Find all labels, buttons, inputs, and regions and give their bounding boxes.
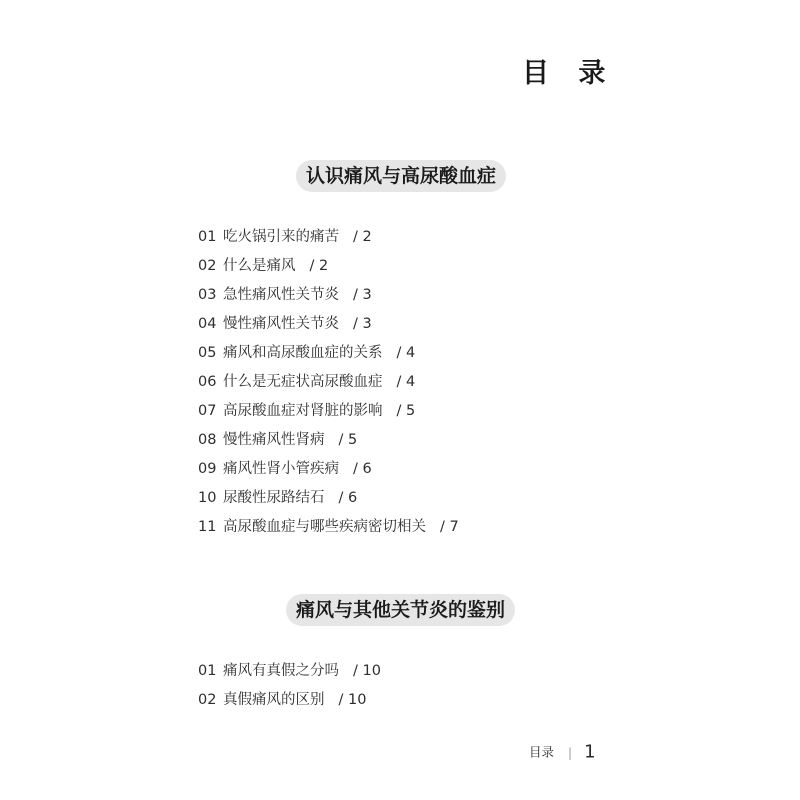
section-heading-label: 认识痛风与高尿酸血症 xyxy=(296,160,506,192)
toc-entry-title: 痛风和高尿酸血症的关系 xyxy=(223,345,383,361)
toc-entry[interactable] xyxy=(198,339,459,368)
section-heading-2 xyxy=(0,594,800,626)
toc-entry-number: 08 xyxy=(198,432,217,448)
toc-entry-page: / 4 xyxy=(396,345,416,361)
footer-separator: | xyxy=(568,745,573,760)
toc-entry-number: 03 xyxy=(198,287,217,303)
toc-entry[interactable] xyxy=(198,223,459,252)
footer-label: 目录 xyxy=(529,744,555,760)
toc-entry-page: / 7 xyxy=(440,519,459,535)
toc-entry-title: 痛风有真假之分吗 xyxy=(223,663,339,679)
toc-entry-number: 09 xyxy=(198,461,217,477)
toc-entry-title: 真假痛风的区别 xyxy=(223,692,325,708)
page-number: 1 xyxy=(584,741,596,763)
toc-entry-number: 06 xyxy=(198,374,217,390)
toc-entry-title: 急性痛风性关节炎 xyxy=(223,287,339,303)
toc-entry-title: 什么是痛风 xyxy=(223,258,296,274)
toc-entry-page: / 2 xyxy=(309,258,329,274)
toc-entry-number: 01 xyxy=(198,229,217,245)
toc-entry-page: / 3 xyxy=(353,316,372,332)
toc-entry[interactable] xyxy=(198,397,459,426)
toc-list-section-2 xyxy=(198,657,381,715)
toc-entry[interactable] xyxy=(198,455,459,484)
toc-entry-number: 11 xyxy=(198,519,217,535)
toc-entry-page: / 10 xyxy=(338,692,367,708)
toc-entry-title: 慢性痛风性关节炎 xyxy=(223,316,339,332)
toc-entry-number: 05 xyxy=(198,345,217,361)
toc-entry-title: 吃火锅引来的痛苦 xyxy=(223,229,339,245)
toc-entry[interactable] xyxy=(198,252,459,281)
toc-entry-title: 尿酸性尿路结石 xyxy=(223,490,325,506)
toc-entry-title: 慢性痛风性肾病 xyxy=(223,432,325,448)
toc-entry-page: / 6 xyxy=(338,490,358,506)
toc-entry[interactable] xyxy=(198,281,459,310)
toc-entry-title: 高尿酸血症对肾脏的影响 xyxy=(223,403,383,419)
toc-entry[interactable] xyxy=(198,426,459,455)
section-heading-1 xyxy=(0,160,800,192)
page-footer xyxy=(529,738,596,766)
toc-entry-title: 什么是无症状高尿酸血症 xyxy=(223,374,383,390)
toc-entry-number: 02 xyxy=(198,258,217,274)
toc-entry-number: 01 xyxy=(198,663,217,679)
toc-entry-number: 07 xyxy=(198,403,217,419)
toc-entry-page: / 5 xyxy=(338,432,358,448)
toc-entry[interactable] xyxy=(198,657,381,686)
toc-entry[interactable] xyxy=(198,484,459,513)
toc-entry-title: 高尿酸血症与哪些疾病密切相关 xyxy=(223,519,426,535)
toc-entry[interactable] xyxy=(198,513,459,542)
toc-entry-page: / 6 xyxy=(353,461,372,477)
toc-entry[interactable] xyxy=(198,686,381,715)
toc-entry-number: 10 xyxy=(198,490,217,506)
toc-entry-number: 04 xyxy=(198,316,217,332)
toc-entry-page: / 5 xyxy=(396,403,416,419)
section-heading-label: 痛风与其他关节炎的鉴别 xyxy=(286,594,515,626)
toc-entry-number: 02 xyxy=(198,692,217,708)
toc-entry[interactable] xyxy=(198,310,459,339)
page-title: 目 录 xyxy=(522,58,616,89)
toc-list-section-1 xyxy=(198,223,459,542)
toc-entry[interactable] xyxy=(198,368,459,397)
toc-entry-page: / 4 xyxy=(396,374,416,390)
toc-entry-page: / 10 xyxy=(353,663,381,679)
toc-entry-page: / 2 xyxy=(353,229,372,245)
toc-entry-title: 痛风性肾小管疾病 xyxy=(223,461,339,477)
toc-entry-page: / 3 xyxy=(353,287,372,303)
